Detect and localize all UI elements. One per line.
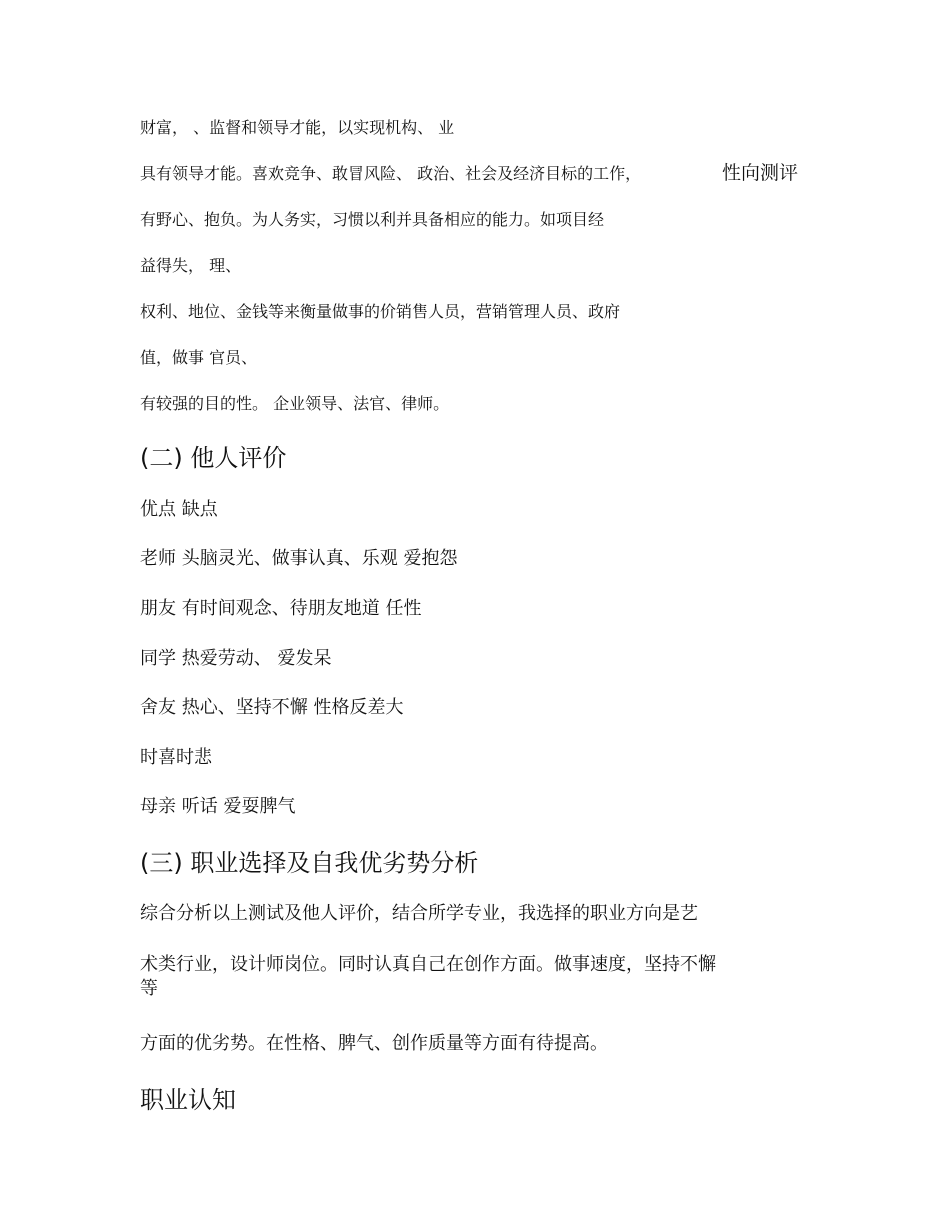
- section-heading: 职业认知: [140, 1086, 236, 1114]
- text-line: 有较强的目的性。 企业领导、法官、律师。: [140, 394, 450, 413]
- text-line: 舍友 热心、坚持不懈 性格反差大: [140, 697, 404, 718]
- text-line: 等: [140, 978, 158, 999]
- text-line: 老师 头脑灵光、做事认真、乐观 爱抱怨: [140, 548, 458, 569]
- text-line: 术类行业，设计师岗位。同时认真自己在创作方面。做事速度，坚持不懈: [140, 954, 716, 975]
- text-line: 同学 热爱劳动、 爱发呆: [140, 648, 332, 669]
- text-line: 优点 缺点: [140, 499, 218, 520]
- text-line: 时喜时悲: [140, 747, 212, 768]
- text-line: 具有领导才能。喜欢竞争、敢冒风险、 政治、社会及经济目标的工作，: [140, 164, 642, 183]
- section-heading: (三) 职业选择及自我优劣势分析: [140, 849, 479, 877]
- side-label: 性向测评: [722, 162, 799, 184]
- text-line: 朋友 有时间观念、待朋友地道 任性: [140, 598, 422, 619]
- section-heading: (二) 他人评价: [140, 444, 287, 472]
- text-line: 方面的优劣势。在性格、脾气、创作质量等方面有待提高。: [140, 1033, 608, 1054]
- text-line: 有野心、抱负。为人务实，习惯以利并具备相应的能力。如项目经: [140, 210, 605, 229]
- text-line: 综合分析以上测试及他人评价，结合所学专业，我选择的职业方向是艺: [140, 903, 698, 924]
- text-line: 财富， 、监督和领导才能，以实现机构、 业: [140, 118, 455, 137]
- text-line: 母亲 听话 爱耍脾气: [140, 796, 296, 817]
- text-line: 权利、地位、金钱等来衡量做事的价销售人员，营销管理人员、政府: [140, 302, 621, 321]
- text-line: 益得失， 理、: [140, 256, 242, 275]
- text-line: 值，做事 官员、: [140, 348, 258, 367]
